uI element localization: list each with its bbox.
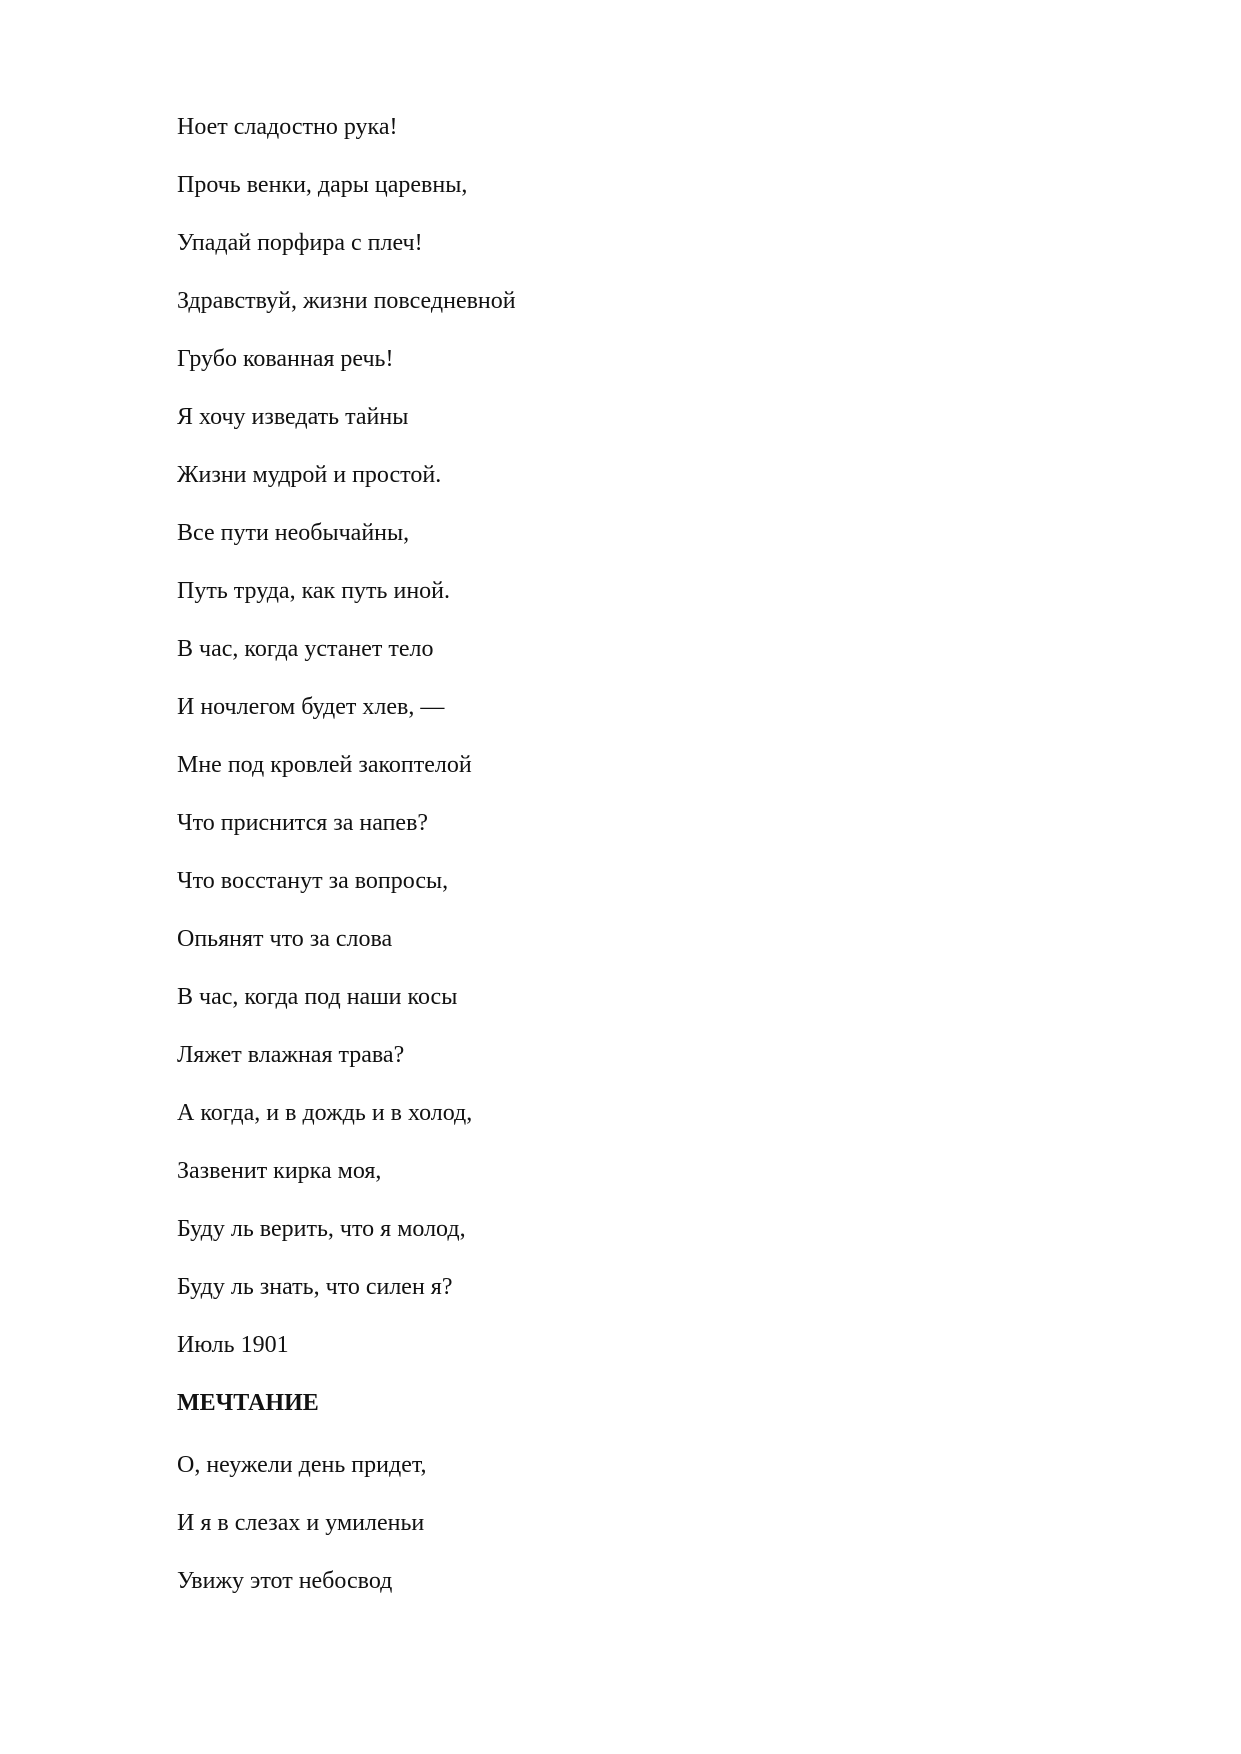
poem-line: В час, когда под наши косы <box>177 984 458 1010</box>
poem-line: Жизни мудрой и простой. <box>177 462 442 488</box>
poem-line: Опьянят что за слова <box>177 926 393 952</box>
poem-line: Прочь венки, дары царевны, <box>177 172 468 198</box>
poem-line: Грубо кованная речь! <box>177 346 394 372</box>
poem-line: В час, когда устанет тело <box>177 636 434 662</box>
poem-line: Мне под кровлей закоптелой <box>177 752 472 778</box>
poem-line: Буду ль знать, что силен я? <box>177 1274 453 1300</box>
poem-line: Путь труда, как путь иной. <box>177 578 450 604</box>
poem-title: МЕЧТАНИЕ <box>177 1390 319 1416</box>
poem-date: Июль 1901 <box>177 1332 289 1358</box>
poem-line: Увижу этот небосвод <box>177 1568 393 1594</box>
poem-line: О, неужели день придет, <box>177 1452 427 1478</box>
poem-line: Ноет сладостно рука! <box>177 114 398 140</box>
poem-line: Что восстанут за вопросы, <box>177 868 449 894</box>
poem-line: Здравствуй, жизни повседневной <box>177 288 516 314</box>
poem-line: А когда, и в дождь и в холод, <box>177 1100 473 1126</box>
poem-line: Буду ль верить, что я молод, <box>177 1216 466 1242</box>
poem-line: Все пути необычайны, <box>177 520 410 546</box>
poem-line: Я хочу изведать тайны <box>177 404 409 430</box>
poem-line: Зазвенит кирка моя, <box>177 1158 382 1184</box>
poem-line: И я в слезах и умиленьи <box>177 1510 425 1536</box>
page-content <box>177 112 1077 1624</box>
poem-line: Упадай порфира с плеч! <box>177 230 423 256</box>
poem-line: Что приснится за напев? <box>177 810 429 836</box>
poem-line: И ночлегом будет хлев, — <box>177 694 445 720</box>
poem-line: Ляжет влажная трава? <box>177 1042 405 1068</box>
